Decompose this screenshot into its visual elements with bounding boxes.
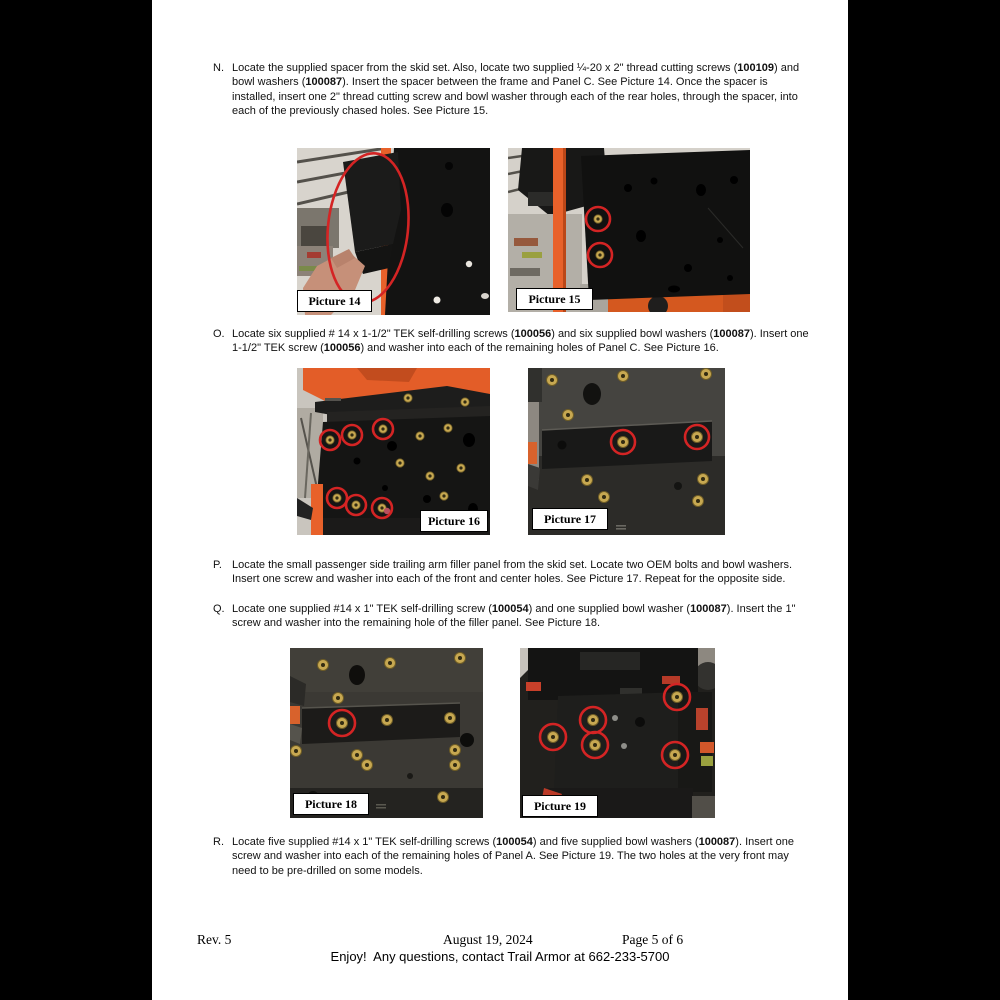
item-letter: Q. — [213, 603, 225, 615]
item-letter: O. — [213, 328, 225, 340]
footer — [152, 932, 848, 949]
letterbox-left — [0, 0, 152, 1000]
footer-date: August 19, 2024 — [443, 932, 533, 947]
item-text: Locate the small passenger side trailing arm filler panel from the skid set. Locate two OEM bolts and bowl washers. Insert one screw and washer into each of the front and center holes. See Picture 17. Repeat for the opposite side. — [232, 559, 793, 586]
footer-page-number: Page 5 of 6 — [622, 932, 684, 947]
picture-19-label: Picture 19 — [522, 795, 598, 817]
footer-contact: Enjoy! Any questions, contact Trail Armor at 662-233-5700 — [330, 949, 670, 964]
item-text: Locate six supplied # 14 x 1-1/2" TEK self-drilling screws (100056) and six supplied bowl washers (100087). Insert one 1-1/2" TEK screw (100056) and washer into each of the remaining holes of Panel C. See Picture 16. — [232, 328, 809, 355]
picture-17-label: Picture 17 — [532, 508, 608, 530]
picture-17 — [528, 368, 725, 535]
picture-19-image — [520, 648, 715, 818]
picture-14-label: Picture 14 — [297, 290, 372, 312]
picture-14 — [297, 148, 490, 315]
picture-15-label: Picture 15 — [516, 288, 593, 310]
item-letter: R. — [213, 836, 224, 848]
picture-15 — [508, 148, 750, 312]
item-text: Locate five supplied #14 x 1" TEK self-drilling screws (100054) and five supplied bowl washers (100087). Insert one screw and washer into each of the remaining holes of Panel A. See Picture 19. The two holes at the very front may need to be pre-drilled on some models. — [232, 836, 794, 877]
item-text: Locate the supplied spacer from the skid set. Also, locate two supplied ¼-20 x 2" thread cutting screws (100109) and bowl washers (100087). Insert the spacer between the frame and Panel C. See Picture 14. Once the spacer is installed, insert one 2" thread cutting screw and bowl washer through each of the rear holes, through the spacer, into each of the previously chased holes. See Picture 15. — [232, 62, 800, 118]
picture-18 — [290, 648, 483, 818]
letterbox-right — [848, 0, 1000, 1000]
item-letter: N. — [213, 62, 224, 74]
picture-16-label: Picture 16 — [420, 510, 488, 532]
picture-19 — [520, 648, 715, 818]
footer-revision: Rev. 5 — [197, 932, 232, 947]
picture-18-label: Picture 18 — [293, 793, 369, 815]
item-letter: P. — [213, 559, 222, 571]
document-page — [152, 0, 848, 1000]
item-text: Locate one supplied #14 x 1" TEK self-drilling screw (100054) and one supplied bowl washer (100087). Insert the 1" screw and washer into the remaining hole of the filler panel. See Picture 18. — [232, 603, 796, 630]
picture-16 — [297, 368, 490, 535]
